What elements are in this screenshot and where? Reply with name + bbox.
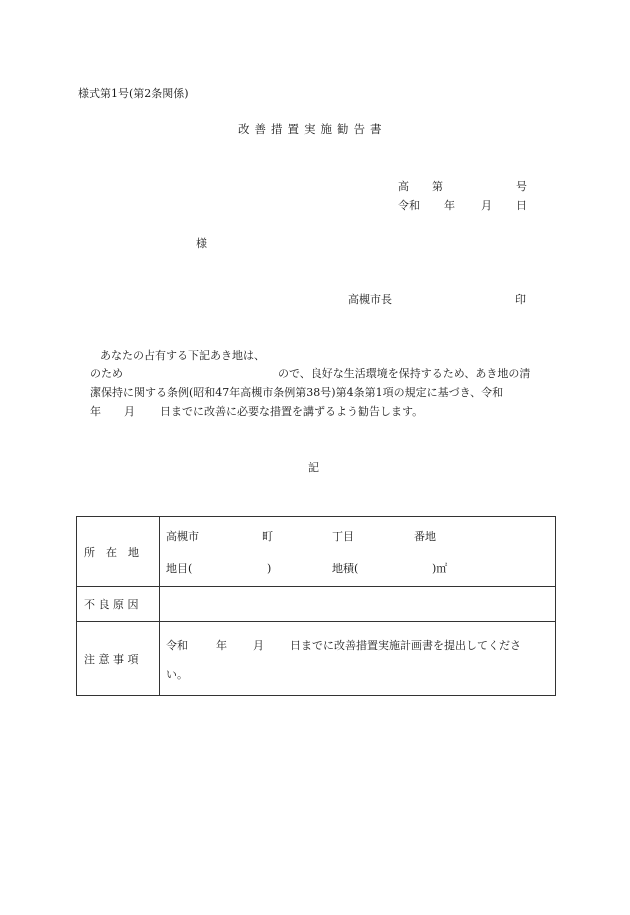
land-area-open: 地積( [332,562,359,575]
body-line-1: あなたの占有する下記あき地は、 [100,349,265,362]
table-row-notes [77,622,556,696]
issue-date-era: 令和 [398,199,420,212]
notes-era: 令和 [166,639,188,652]
document-title: 改善措置実施勧告書 [238,122,387,136]
land-category-open: 地目( [166,562,193,575]
body-line-2-a: のため [90,367,123,380]
location-chome: 丁目 [332,530,354,543]
location-town: 町 [262,530,273,543]
body-line-4-month: 月 [124,405,135,418]
location-city: 高槻市 [166,530,199,543]
body-line-2-b: ので、良好な生活環境を保持するため、あき地の清 [278,367,531,380]
issue-number-suffix: 号 [516,180,527,193]
location-label: 所 在 地 [84,546,139,559]
table-row-cause [77,587,556,622]
land-category-close: ) [267,562,272,575]
table-row-location [77,517,556,587]
issuer-seal: 印 [515,293,526,306]
issue-number-mid: 第 [432,180,443,193]
issue-date-day: 日 [516,199,527,212]
notes-month: 月 [253,639,264,652]
notes-line-1-rest: 日までに改善措置実施計画書を提出してくださ [290,639,521,652]
issuer-name: 高槻市長 [348,293,392,306]
notes-year: 年 [216,639,227,652]
notes-label-cell [77,622,160,696]
notes-value-cell [160,622,556,696]
location-value-cell [160,517,556,587]
location-banchi: 番地 [414,530,436,543]
notes-line-2: い。 [166,668,188,681]
notes-label: 注 意 事 項 [84,653,139,666]
record-table [76,516,556,696]
location-label-cell [77,517,160,587]
land-area-close: )㎡ [432,562,448,575]
cause-label: 不 良 原 因 [84,598,139,611]
cause-value-cell [160,587,556,622]
body-line-4-rest: 日までに改善に必要な措置を講ずるよう勧告します。 [160,405,424,418]
ki-heading: 記 [308,461,319,474]
body-line-3: 潔保持に関する条例(昭和47年高槻市条例第38号)第4条第1項の規定に基づき、令和 [90,386,504,399]
cause-label-cell [77,587,160,622]
form-number: 様式第1号(第2条関係) [78,87,189,100]
issue-date-year: 年 [444,199,455,212]
addressee-suffix: 様 [196,237,207,250]
issue-date-month: 月 [481,199,492,212]
issue-number-prefix: 高 [398,180,409,193]
body-line-4-year: 年 [90,405,101,418]
